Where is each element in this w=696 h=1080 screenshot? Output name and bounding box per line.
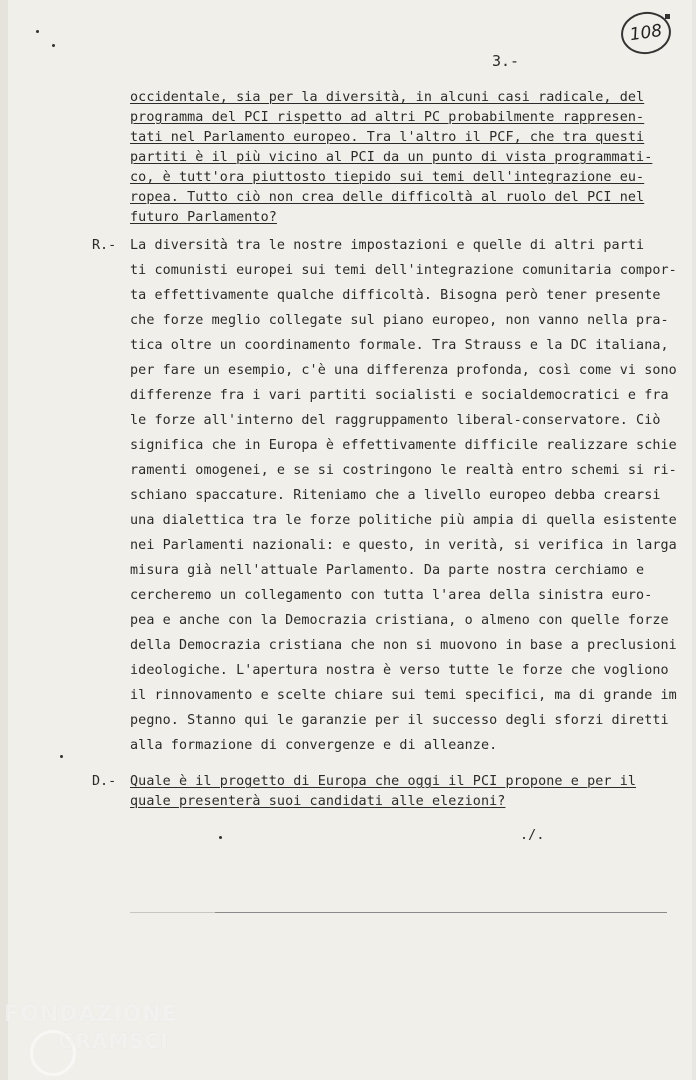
answer-line: ta effettivamente qualche difficoltà. Bisogna però tener presente xyxy=(130,288,661,303)
page-edge-right xyxy=(692,0,696,1080)
answer-line: La diversità tra le nostre impostazioni e quelle di altri parti xyxy=(130,238,645,253)
answer-label: R.- xyxy=(92,238,117,253)
answer-line: misura già nell'attuale Parlamento. Da parte nostra cerchiamo e xyxy=(130,563,645,578)
answer-line: pegno. Stanno qui le garanzie per il successo degli sforzi diretti xyxy=(130,713,669,728)
answer-line: schiano spaccature. Riteniamo che a livello europeo debba crearsi xyxy=(130,488,661,503)
answer-line: per fare un esempio, c'è una differenza profonda, così come vi sono xyxy=(130,363,677,378)
continuation-mark: ./. xyxy=(520,828,545,843)
answer-line: differenze fra i vari partiti socialisti e socialdemocratici e fra xyxy=(130,388,669,403)
archive-number-stamp: 108 xyxy=(618,9,673,58)
bottom-rule-faint xyxy=(130,912,220,913)
question-2-line: Quale è il progetto di Europa che oggi il PCI propone e per il xyxy=(130,774,637,789)
answer-line: ideologiche. L'apertura nostra è verso tutte le forze che vogliono xyxy=(130,663,669,678)
question-1-line: occidentale, sia per la diversità, in alcuni casi radicale, del xyxy=(130,90,645,105)
page-number: 3.- xyxy=(492,52,520,70)
question-2-line: quale presenterà suoi candidati alle elezioni? xyxy=(130,794,506,809)
speck xyxy=(665,14,670,19)
answer-line: cercheremo un collegamento con tutta l'area della sinistra euro- xyxy=(130,588,653,603)
answer-line: nei Parlamenti nazionali: e questo, in verità, si verifica in larga xyxy=(130,538,677,553)
archive-watermark xyxy=(4,1002,178,1054)
question-1-line: futuro Parlamento? xyxy=(130,210,277,225)
question-1-line: partiti è il più vicino al PCI da un punto di vista programmati- xyxy=(130,150,653,165)
question-1-line: programma del PCI rispetto ad altri PC probabilmente rappresen- xyxy=(130,110,645,125)
speck xyxy=(219,836,222,839)
watermark-line-1: FONDAZIONE xyxy=(4,1002,178,1027)
answer-line: il rinnovamento e scelte chiare sui temi specifici, ma di grande im xyxy=(130,688,677,703)
question-2-label: D.- xyxy=(92,774,117,789)
speck xyxy=(52,44,55,47)
speck xyxy=(36,30,39,33)
page-edge-left xyxy=(0,0,8,1080)
answer-line: alla formazione di convergenze e di alleanze. xyxy=(130,738,498,753)
answer-line: che forze meglio collegate sul piano europeo, non vanno nella pra- xyxy=(130,313,669,328)
answer-line: pea e anche con la Democrazia cristiana, o almeno con quelle forze xyxy=(130,613,669,628)
watermark-line-2: GRAMSCI xyxy=(58,1029,169,1053)
answer-line: ti comunisti europei sui temi dell'integrazione comunitaria compor- xyxy=(130,263,677,278)
question-1-line: tati nel Parlamento europeo. Tra l'altro il PCF, che tra questi xyxy=(130,130,645,145)
answer-line: significa che in Europa è effettivamente difficile realizzare schie xyxy=(130,438,677,453)
speck xyxy=(60,755,63,758)
bottom-rule xyxy=(215,912,667,913)
question-1-line: co, è tutt'ora piuttosto tiepido sui temi dell'integrazione eu- xyxy=(130,170,645,185)
answer-line: le forze all'interno del raggruppamento liberal-conservatore. Ciò xyxy=(130,413,661,428)
answer-line: una dialettica tra le forze politiche più ampia di quella esistente xyxy=(130,513,677,528)
question-1-line: ropea. Tutto ciò non crea delle difficoltà al ruolo del PCI nel xyxy=(130,190,645,205)
answer-line: tica oltre un coordinamento formale. Tra Strauss e la DC italiana, xyxy=(130,338,669,353)
answer-line: della Democrazia cristiana che non si muovono in base a preclusioni xyxy=(130,638,677,653)
answer-line: ramenti omogenei, e se si costringono le realtà entro schemi si ri- xyxy=(130,463,677,478)
